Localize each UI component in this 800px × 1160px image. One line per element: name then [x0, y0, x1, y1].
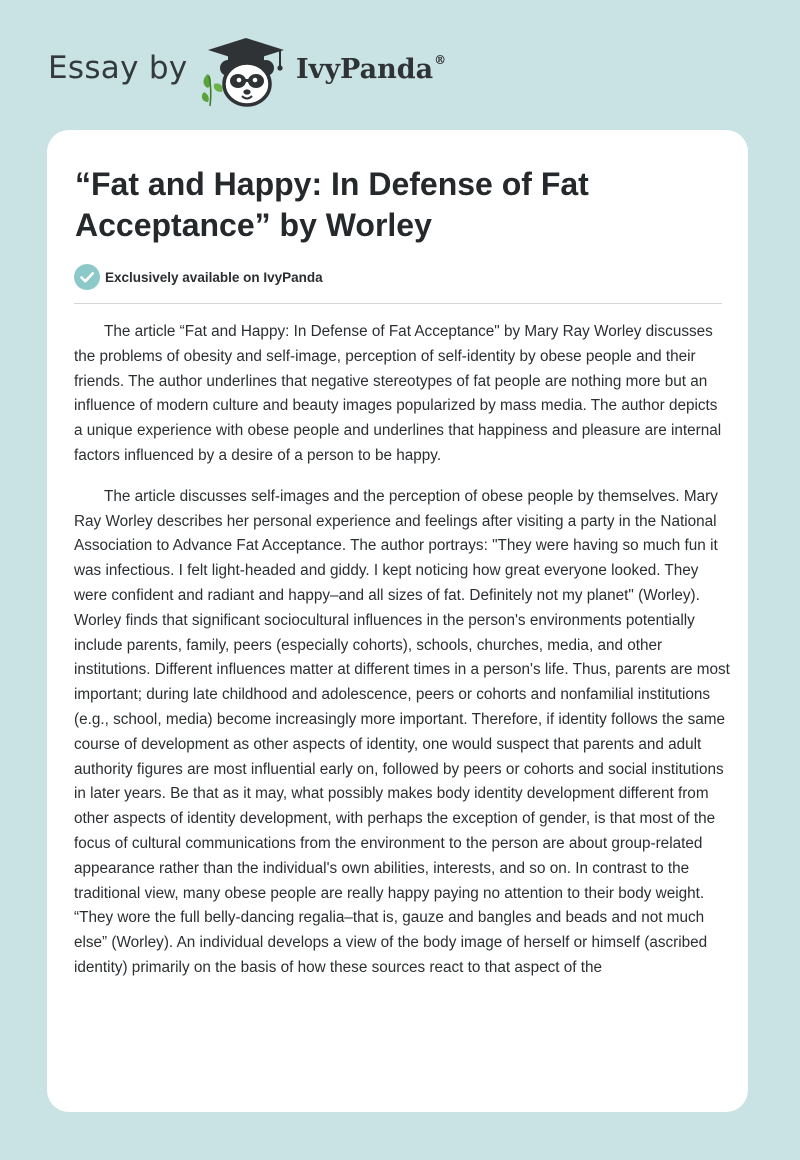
essay-by-label: Essay by	[48, 50, 188, 86]
brand-label: IvyPanda	[296, 54, 434, 85]
essay-body	[74, 320, 730, 997]
essay-paragraph: The article discusses self-images and the perception of obese people by themselves. Mary Ray Worley describes her personal experience and feelings after visiting a party in the National Association to Advance Fat Acceptance. The author portrays: "They were having so much fun it was infectious. I felt light-headed and giddy. I kept noticing how great everyone looked. They were confident and radiant and happy–and all sizes of fat. Definitely not my planet" (Worley). Worley finds that significant sociocultural influences in the person's environments potentially include parents, family, peers (especially cohorts), schools, churches, media, and other institutions. Different influences matter at different times in a person's life. Thus, parents are most important; during late childhood and adolescence, peers or cohorts and nonfamilial institutions (e.g., school, media) become increasingly more important. Therefore, if identity follows the same course of development as other aspects of identity, one would suspect that parents and adult authority figures are most influential early on, followed by peers or cohorts and social institutions in later years. Be that as it may, what possibly makes body identity development different from other aspects of identity development, with perhaps the exception of gender, is that most of the focus of cultural communications from the environment to the person are about group-related appearance rather than the individual's own abilities, interests, and so on. In contrast to the traditional view, many obese people are really happy paying no attention to their body weight. “They wore the full belly-dancing regalia–that is, gauze and bangles and beads and not much else” (Worley). An individual develops a view of the body image of herself or himself (ascribed identity) primarily on the basis of how these sources react to that aspect of the	[74, 487, 730, 976]
essay-paragraph: The article “Fat and Happy: In Defense of Fat Acceptance" by Mary Ray Worley discusses the problems of obesity and self-image, perception of self-identity by obese people and their friends. The author underlines that negative stereotypes of fat people are nothing more but an influence of modern culture and beauty images popularized by mass media. The author depicts a unique experience with obese people and underlines that happiness and pleasure are internal factors influenced by a desire of a person to be happy.	[74, 323, 722, 464]
exclusive-badge-label: Exclusively available on IvyPanda	[105, 269, 323, 285]
panda-graduate-logo-icon[interactable]	[200, 34, 292, 110]
essay-title: “Fat and Happy: In Defense of Fat Acceptance” by Worley	[75, 166, 589, 243]
exclusive-badge	[74, 264, 323, 290]
essay-card	[47, 130, 748, 1112]
site-header	[0, 0, 800, 130]
registered-mark: ®	[434, 53, 447, 67]
brand-name[interactable]	[296, 54, 446, 85]
divider	[74, 303, 722, 304]
check-circle-icon	[74, 264, 100, 290]
